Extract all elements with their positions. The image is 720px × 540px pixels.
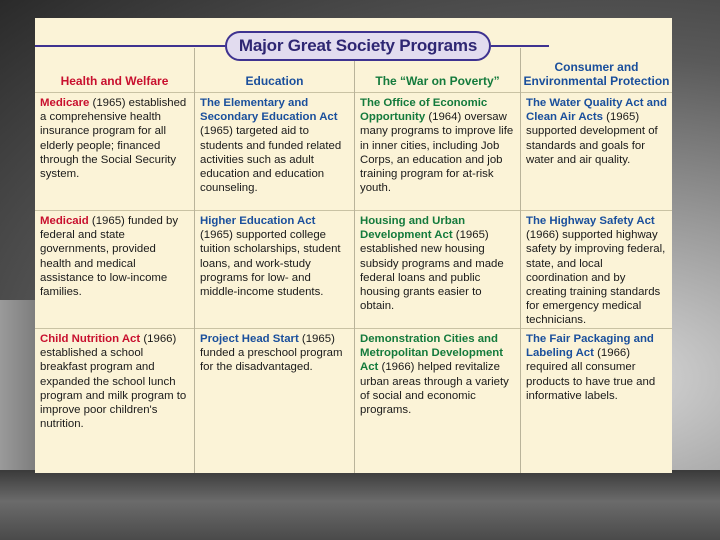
- program-description: (1966) helped revitalize urban areas through a variety of social and economic programs.: [360, 361, 509, 417]
- program-cell: [195, 210, 354, 328]
- program-cell: [35, 210, 194, 328]
- program-description: (1966) supported highway safety by improving federal, state, and local coordination and by creating training standards for emergency medical technicians.: [526, 229, 666, 327]
- program-cell: [195, 92, 354, 210]
- program-description: (1965) funded by federal and state governments, provided health and medical assistance to low-income families.: [40, 215, 179, 299]
- program-name: Higher Education Act: [200, 215, 316, 227]
- column-header-education: Education: [245, 74, 304, 88]
- program-description: (1966) established a school breakfast program and expanded the school lunch program and milk program to improve poor children's nutrition.: [40, 333, 187, 431]
- program-name: The Fair Packaging and Labeling Act: [526, 333, 654, 360]
- program-cell: [355, 328, 520, 473]
- program-cell: [521, 92, 672, 210]
- program-description: (1965) supported college tuition scholarships, student loans, and work-study programs for low- and middle-income students.: [200, 229, 341, 299]
- program-name: Medicaid: [40, 215, 89, 227]
- column-header-war-on-poverty: The “War on Poverty”: [375, 74, 500, 88]
- program-cell: [35, 328, 194, 473]
- column-war-on-poverty: [355, 48, 521, 473]
- program-description: (1965) supported development of standards and goals for water and air quality.: [526, 111, 658, 166]
- program-cell: [35, 92, 194, 210]
- program-name: Demonstration Cities and Metropolitan Development Act: [360, 333, 504, 374]
- column-consumer-environmental: [521, 48, 672, 473]
- title-rule-left: [35, 45, 225, 47]
- programs-grid: [35, 48, 672, 473]
- background-bottom-band: [0, 470, 720, 540]
- title-rule-right: [491, 45, 549, 47]
- column-header-health-welfare: Health and Welfare: [60, 74, 169, 88]
- program-name: The Highway Safety Act: [526, 215, 655, 227]
- program-cell: [355, 210, 520, 328]
- program-name: Medicare: [40, 97, 90, 109]
- page-title: Major Great Society Programs: [225, 31, 491, 61]
- program-name: Project Head Start: [200, 333, 299, 345]
- program-cell: [195, 328, 354, 473]
- program-description: (1964) oversaw many programs to improve life in inner cities, including Job Corps, an education and job training program for at-risk youth.: [360, 111, 514, 195]
- program-name: Housing and Urban Development Act: [360, 215, 466, 242]
- program-cell: [355, 92, 520, 210]
- program-description: (1965) established a comprehensive health insurance program for all elderly people; financed through the Social Security system.: [40, 97, 187, 181]
- program-cell: [521, 328, 672, 473]
- program-name: The Office of Economic Opportunity: [360, 97, 488, 124]
- program-cell: [521, 210, 672, 328]
- program-name: The Elementary and Secondary Education Act: [200, 97, 338, 124]
- program-description: (1965) established new housing subsidy programs and made federal loans and public housing grants easier to obtain.: [360, 229, 504, 313]
- column-header-consumer-environmental: Consumer and Environmental Protection: [523, 60, 670, 88]
- program-name: Child Nutrition Act: [40, 333, 141, 345]
- column-education: [195, 48, 355, 473]
- programs-table-card: [35, 18, 672, 473]
- column-health-welfare: [35, 48, 195, 473]
- program-description: (1965) funded a preschool program for the disadvantaged.: [200, 333, 343, 374]
- program-description: (1965) targeted aid to students and funded related activities such as adult education and education counseling.: [200, 125, 342, 195]
- program-name: The Water Quality Act and Clean Air Acts: [526, 97, 667, 124]
- program-description: (1966) required all consumer products to have true and informative labels.: [526, 347, 656, 402]
